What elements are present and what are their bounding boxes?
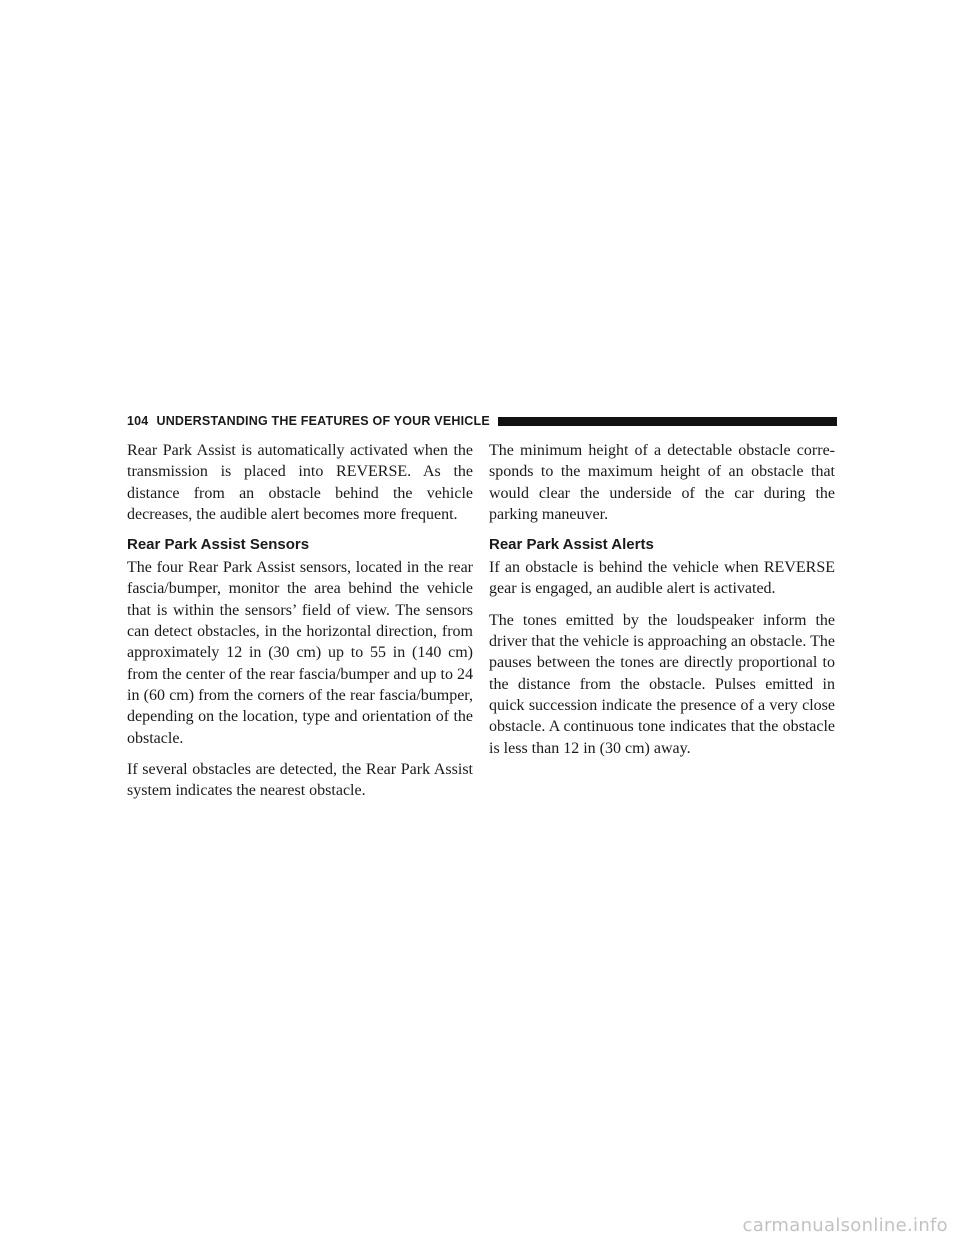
minimum-height-paragraph: The minimum height of a detectable obstacle corresponds to the maximum height of an obstacle that would clear the underside of the car during the parking maneuver. — [489, 442, 835, 523]
tones-paragraph: The tones emitted by the loudspeaker inform the driver that the vehicle is approaching an obstacle. The pauses between the tones are directly proportional to the distance from the obstacle. Pulses emitted in quick succession indicate the presence of a very close obstacle. A continuous tone indicates that the obstacle is less than 12 in (30 cm) away. — [489, 611, 835, 757]
watermark-link[interactable]: carmanualsonline.info — [742, 1215, 948, 1236]
sensors-heading: Rear Park Assist Sensors — [127, 536, 310, 554]
header-rule — [498, 417, 837, 426]
nearest-obstacle-paragraph: If several obstacles are detected, the Rear Park Assist system indicates the nearest obstacle. — [127, 760, 473, 800]
sensors-paragraph: The four Rear Park Assist sensors, located in the rear fascia/bumper, monitor the area behind the vehicle that is within the sensors’ field of view. The sensors can detect obstacles, in the horizontal direction, from approximately 12 in (30 cm) up to 55 in (140 cm) from the center of the rear fascia/bumper and up to 24 in (60 cm) from the corners of the rear fascia/bumper, depending on the location, type and orientation of the obstacle. — [127, 559, 473, 747]
audible-alert-paragraph: If an obstacle is behind the vehicle when REVERSE gear is engaged, an audible alert is activated. — [489, 559, 835, 598]
alerts-heading: Rear Park Assist Alerts — [489, 536, 654, 554]
page-number: 104 — [127, 414, 149, 428]
right-column — [489, 440, 835, 769]
intro-paragraph: Rear Park Assist is automatically activated when the transmission is placed into REVERSE. As the distance from an obstacle behind the vehicle decreases, the audible alert becomes more frequent. — [127, 442, 473, 523]
section-title: UNDERSTANDING THE FEATURES OF YOUR VEHICLE — [156, 414, 490, 428]
page-header — [127, 412, 837, 430]
left-column — [127, 440, 473, 811]
